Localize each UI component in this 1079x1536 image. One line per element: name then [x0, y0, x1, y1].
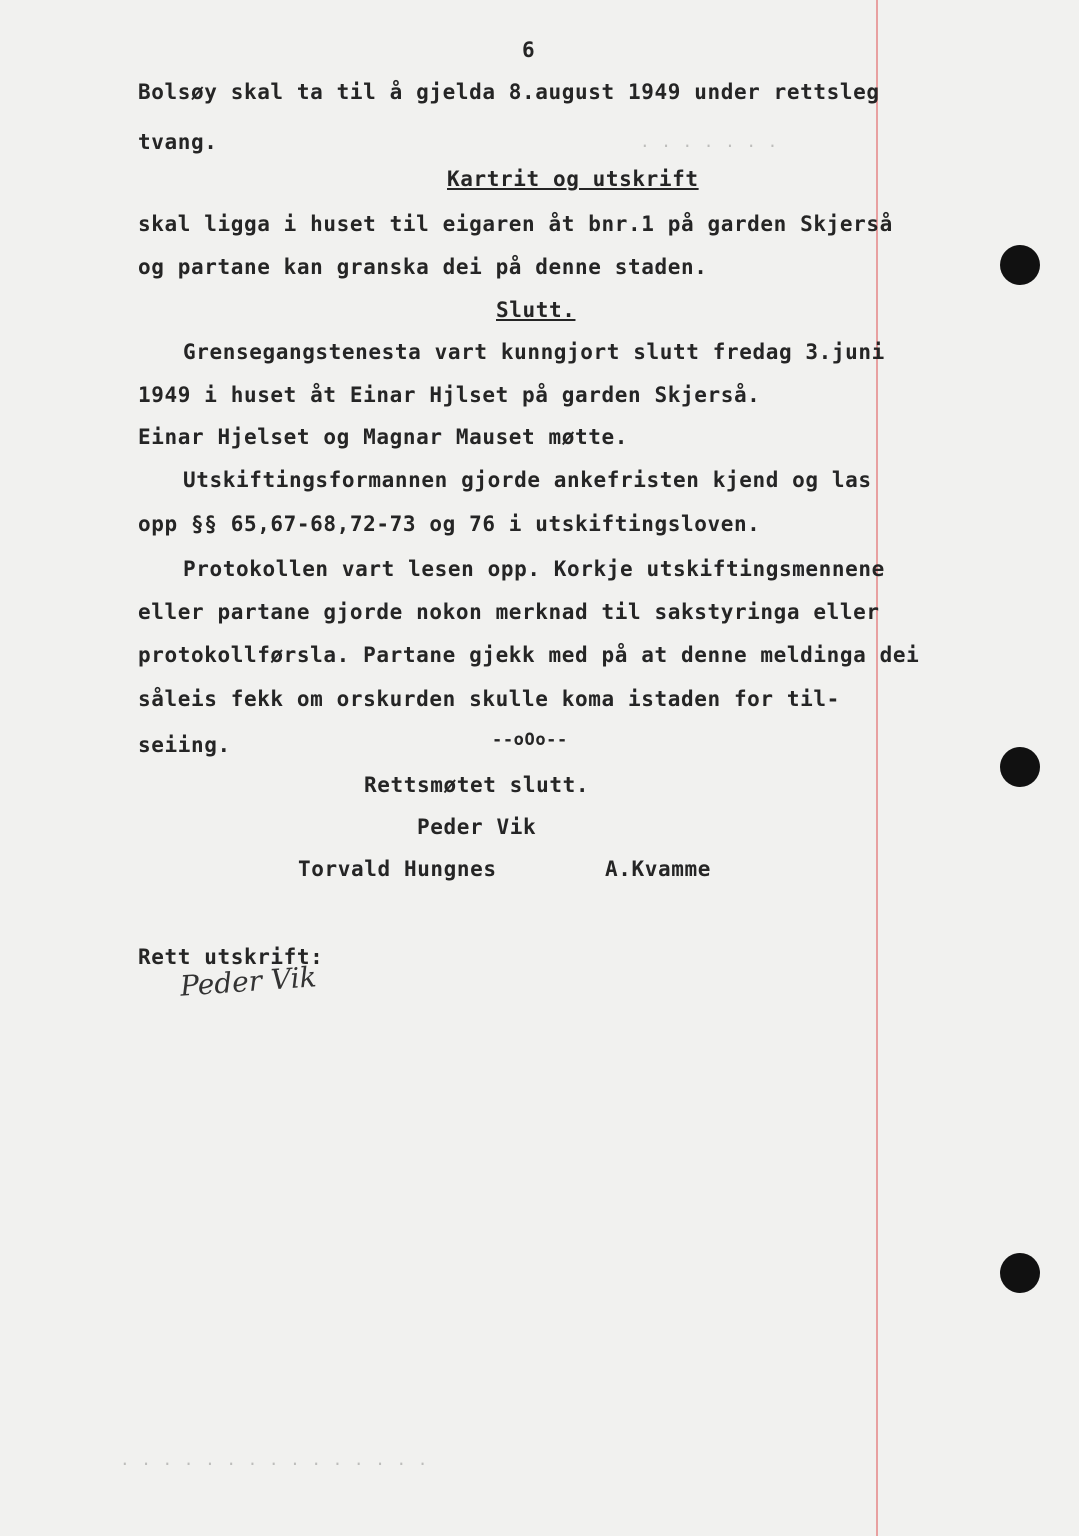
text-line: protokollførsla. Partane gjekk med på at denne meldinga dei	[138, 643, 920, 667]
text-line: 1949 i huset åt Einar Hjlset på garden Skjerså.	[138, 383, 761, 407]
bleed-through-mark: . . . . . . . . . . . . . . .	[120, 1450, 429, 1469]
section-heading: Slutt.	[496, 298, 576, 322]
separator: --oOo--	[492, 730, 568, 750]
text-line: Einar Hjelset og Magnar Mauset møtte.	[138, 425, 628, 449]
text-line: Utskiftingsformannen gjorde ankefristen kjend og las	[183, 468, 872, 492]
section-heading: Kartrit og utskrift	[447, 167, 699, 191]
certification-label: Rett utskrift:	[138, 945, 324, 969]
text-line: Protokollen vart lesen opp. Korkje utskiftingsmennene	[183, 557, 885, 581]
text-line: opp §§ 65,67-68,72-73 og 76 i utskiftingsloven.	[138, 512, 761, 536]
handwritten-signature: Peder Vik	[179, 960, 318, 1003]
bleed-through-mark: . . . . . . .	[640, 132, 779, 151]
text-line: tvang.	[138, 130, 218, 154]
signatory-name: A.Kvamme	[605, 857, 711, 881]
punch-hole-middle	[1000, 747, 1040, 787]
text-line: Grensegangstenesta vart kunngjort slutt fredag 3.juni	[183, 340, 885, 364]
punch-hole-bottom	[1000, 1253, 1040, 1293]
text-line: såleis fekk om orskurden skulle koma istaden for til-	[138, 687, 840, 711]
signatory-name: Torvald Hungnes	[298, 857, 497, 881]
text-line: og partane kan granska dei på denne staden.	[138, 255, 708, 279]
text-line: Bolsøy skal ta til å gjelda 8.august 1949 under rettsleg	[138, 80, 880, 104]
page-number: 6	[522, 38, 536, 62]
text-line: skal ligga i huset til eigaren åt bnr.1 på garden Skjerså	[138, 212, 893, 236]
text-line: seiing.	[138, 733, 231, 757]
text-line: eller partane gjorde nokon merknad til sakstyringa eller	[138, 600, 880, 624]
punch-hole-top	[1000, 245, 1040, 285]
closing-line: Rettsmøtet slutt.	[364, 773, 590, 797]
signatory-name: Peder Vik	[417, 815, 537, 839]
